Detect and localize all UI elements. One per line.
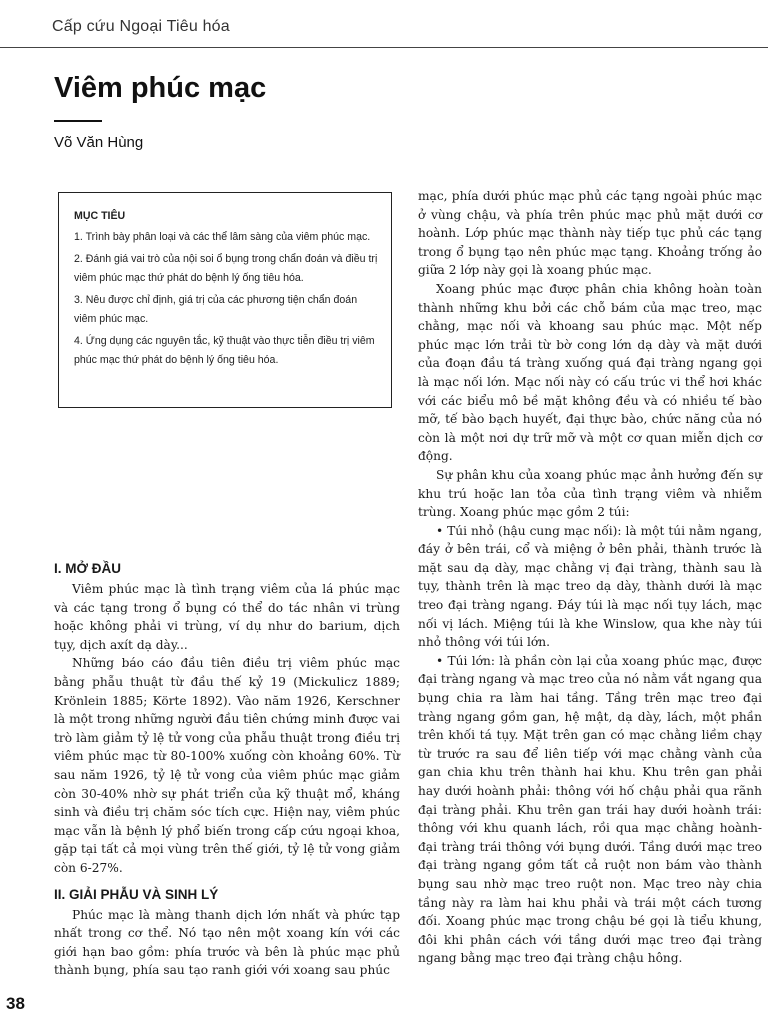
objective-item-1: 1. Trình bày phân loại và các thể lâm sàng của viêm phúc mạc. bbox=[74, 231, 371, 243]
objectives-heading: MỤC TIÊU bbox=[74, 210, 126, 222]
section-heading-intro: I. MỞ ĐẦU bbox=[54, 561, 122, 576]
section-heading-anatomy: II. GIẢI PHẪU VÀ SINH LÝ bbox=[54, 886, 219, 902]
chapter-title: Viêm phúc mạc bbox=[54, 72, 267, 104]
running-head: Cấp cứu Ngoại Tiêu hóa bbox=[52, 18, 230, 35]
paragraph: Phúc mạc là màng thanh dịch lớn nhất và phức tạp nhất trong cơ thể. Nó tạo nên một xoang kín với các giới hạn bao gồm: phía trước và bên là phúc mạc phủ thành bụng, phía sau tạo ranh giới với xoang sau phúc bbox=[54, 907, 400, 978]
page-number: 38 bbox=[6, 994, 25, 1013]
paragraph: Sự phân khu của xoang phúc mạc ảnh hưởng đến sự khu trú hoặc lan tỏa của tình trạng viêm và nhiễm trùng. Xoang phúc mạc gồm 2 túi: bbox=[418, 467, 762, 520]
paragraph: mạc, phía dưới phúc mạc phủ các tạng ngoài phúc mạc ở vùng chậu, và phía trên phúc mạc phủ mặt dưới cơ hoành. Lớp phúc mạc thành này tiếp tục phủ các tạng trong ổ bụng tạo nên phúc mạc tạng. Khoảng trống ảo giữa 2 lớp này gọi là xoang phúc mạc. bbox=[418, 189, 762, 278]
author-name: Võ Văn Hùng bbox=[54, 134, 144, 151]
objective-item-2: 2. Đánh giá vai trò của nội soi ổ bụng trong chẩn đoán và điều trị viêm phúc mạc thứ phát do bệnh lý ống tiêu hóa. bbox=[74, 253, 378, 284]
left-column bbox=[54, 560, 400, 980]
bullet-paragraph: • Túi nhỏ (hậu cung mạc nối): là một túi nằm ngang, đáy ở bên trái, cổ và miệng ở bên phải, thành trước là mặt sau dạ dày, mạc chằng vị đại tràng, thành sau là tụy, thành trên là mạc treo dạ dày, thành dưới là mạc treo đại tràng ngang. Đáy túi là mạc nối tụy lách, mạc nối vị lách. Miệng túi là khe Winslow, qua khe này túi nhỏ thông với túi lớn. bbox=[418, 523, 762, 650]
objectives-box bbox=[58, 192, 392, 408]
bullet-paragraph: • Túi lớn: là phần còn lại của xoang phúc mạc, được đại tràng ngang và mạc treo của nó nằm vắt ngang qua bụng chia ra làm hai tầng. Tầng trên mạc treo đại tràng ngang gồm gan, hệ mật, dạ dày, lách, một phần trên khối tá tụy. Mặt trên gan có mạc chằng liềm chạy từ trước ra sau để liên tiếp với mạc chằng vành của gan chia khu trên thành hai khu. Khu trên gan phải hay dưới hoành phải: thông với hố chậu phải qua rãnh đại tràng phải. Khu trên gan trái hay dưới hoành trái: thông với khu quanh lách, rồi qua mạc chằng hoành-đại tràng trái thông với bụng dưới. Tầng dưới mạc treo đại tràng ngang gồm tất cả ruột non bám vào thành bụng sau nhờ mạc treo ruột non. Mạc treo này chia tầng này ra làm hai khu phải và trái một cách tương đối. Xoang phúc mạc trong chậu bé gọi là tiểu khung, đôi khi phân cách với tầng dưới mạc treo đại tràng ngang bằng mạc treo đại tràng chậu hông. bbox=[418, 653, 762, 966]
paragraph: Viêm phúc mạc là tình trạng viêm của lá phúc mạc và các tạng trong ổ bụng có thể do tác nhân vi trùng hoặc không phải vi trùng, ví dụ như do barium, dịch tụy, dịch axít dạ dày... bbox=[54, 582, 400, 652]
right-column bbox=[418, 187, 762, 968]
header-rule bbox=[0, 47, 768, 48]
objective-item-3: 3. Nêu được chỉ định, giá trị của các phương tiện chẩn đoán viêm phúc mạc. bbox=[74, 294, 358, 325]
paragraph: Xoang phúc mạc được phân chia không hoàn toàn thành những khu bởi các chỗ bám của mạc treo, mạc chằng, mạc nối và khoang sau phúc mạc. Một nếp phúc mạc lớn trải từ bờ cong lớn dạ dày và mặt dưới của đoạn đầu tá tràng xuống quá đại tràng ngang gọi là mạc nối lớn. Mạc nối này có cấu trúc vi thể hơi khác với các biểu mô bề mặt không đều và có nhiều tế bào mỡ, tế bào bạch huyết, đại thực bào, chức năng của nó còn là một nơi dự trữ mỡ và một cơ quan miễn dịch cơ động. bbox=[418, 281, 762, 464]
paragraph: Những báo cáo đầu tiên điều trị viêm phúc mạc bằng phẫu thuật từ đầu thế kỷ 19 (Mickulicz 1889; Krönlein 1885; Körte 1892). Vào năm 1926, Kerschner là một trong những người đầu tiên chứng minh được vai trò làm giảm tỷ lệ tử vong của phẫu thuật trong điều trị viêm phúc mạc từ 80-100% xuống còn khoảng 60%. Từ sau năm 1926, tỷ lệ tử vong của viêm phúc mạc giảm còn 30-40% nhờ sự phát triển của kỹ thuật mổ, kháng sinh và điều trị chăm sóc tích cực. Hiện nay, viêm phúc mạc vẫn là bệnh lý phổ biến trong cấp cứu ngoại khoa, gặp tại tất cả mọi vùng trên thế giới, tỷ lệ tử vong giảm còn 6-27%. bbox=[54, 656, 400, 875]
title-underline bbox=[54, 120, 102, 122]
objective-item-4: 4. Ứng dụng các nguyên tắc, kỹ thuật vào thực tiễn điều trị viêm phúc mạc thứ phát do bệnh lý ống tiêu hóa. bbox=[74, 335, 375, 366]
